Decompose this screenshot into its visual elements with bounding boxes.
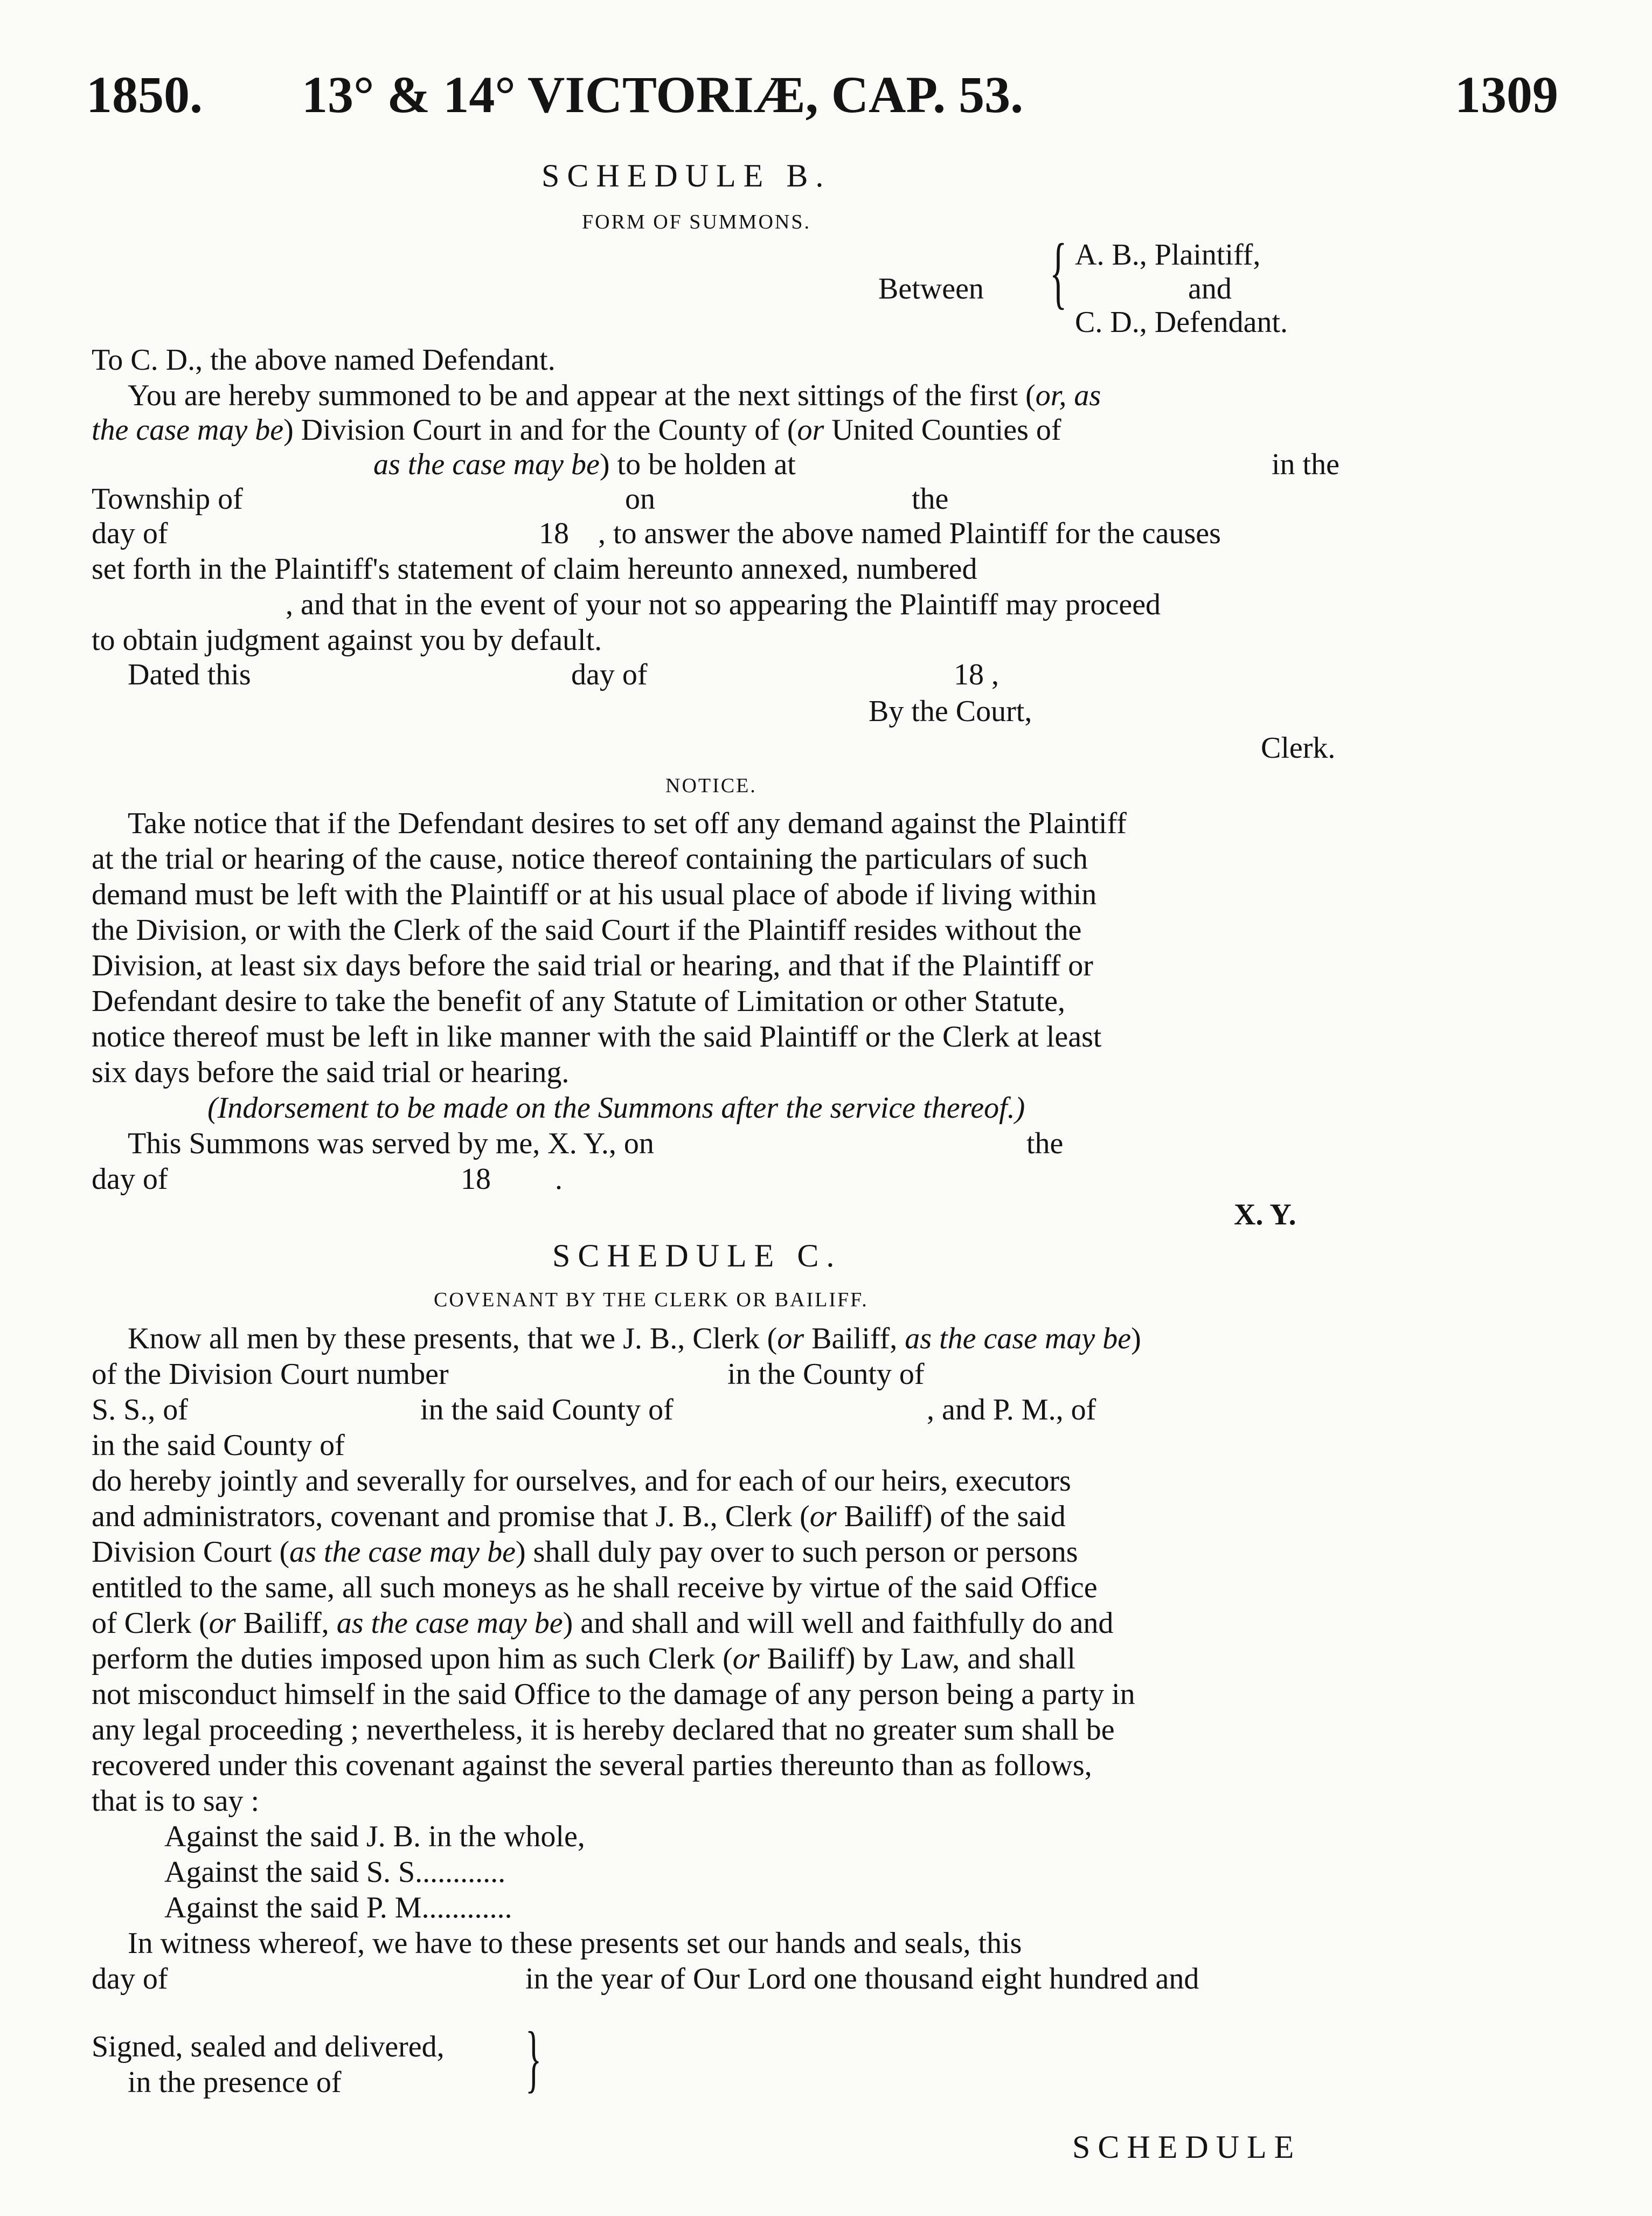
covenant-line-4: in the said County of (92, 1429, 345, 1462)
notice-line: Division, at least six days before the said trial or hearing, and that if the Plaintiff or (92, 949, 1093, 982)
between-label: Between (878, 272, 984, 306)
notice-line: at the trial or hearing of the cause, notice thereof containing the particulars of such (92, 842, 1088, 876)
covenant-line-5: do hereby jointly and severally for ourselves, and for each of our heirs, executors (92, 1464, 1071, 1498)
dated-day-of: day of (571, 658, 648, 691)
schedule-b-heading: SCHEDULE B. (542, 158, 831, 193)
notice-line: demand must be left with the Plaintiff or at his usual place of abode if living within (92, 878, 1097, 911)
covenant-line-13: recovered under this covenant against the several parties thereunto than as follows, (92, 1749, 1092, 1782)
notice-line: six days before the said trial or hearing. (92, 1056, 570, 1089)
covenant-line-8: entitled to the same, all such moneys as he shall receive by virtue of the said Office (92, 1571, 1098, 1604)
served-line: This Summons was served by me, X. Y., on (128, 1127, 654, 1160)
summons-line-2: the case may be) Division Court in and for the County of (or United Counties of (92, 413, 1061, 447)
witness-line: In witness whereof, we have to these presents set our hands and seals, this (128, 1927, 1022, 1960)
on-label: on (625, 482, 655, 516)
header-year: 1850. (86, 66, 203, 123)
notice-line: Defendant desire to take the benefit of any Statute of Limitation or other Statute, (92, 985, 1065, 1018)
summons-line-5: , to answer the above named Plaintiff for the causes (598, 517, 1221, 550)
brace-icon: { (1050, 227, 1067, 317)
summons-line-6: set forth in the Plaintiff's statement of claim hereunto annexed, numbered (92, 552, 977, 586)
catchword: SCHEDULE (1072, 2129, 1302, 2165)
the-label: the (912, 482, 949, 516)
against-pm: Against the said P. M............ (164, 1891, 512, 1924)
served-day-of: day of (92, 1162, 168, 1196)
covenant-line-3c: , and P. M., of (927, 1393, 1096, 1426)
signed-line-1: Signed, sealed and delivered, (92, 2030, 445, 2063)
day-of-label: day of (92, 517, 168, 550)
served-the: the (1026, 1127, 1064, 1160)
schedule-b-subheading: FORM OF SUMMONS. (582, 211, 811, 233)
brace-icon: } (525, 2017, 542, 2100)
notice-line: Take notice that if the Defendant desires to set off any demand against the Plaintiff (128, 807, 1127, 840)
signed-line-2: in the presence of (128, 2066, 342, 2099)
covenant-line-11: not misconduct himself in the said Office to the damage of any person being a party in (92, 1678, 1135, 1711)
notice-line: notice thereof must be left in like manner with the said Plaintiff or the Clerk at least (92, 1020, 1102, 1054)
page-number: 1309 (1455, 66, 1558, 123)
covenant-line-9: of Clerk (or Bailiff, as the case may be) and shall and will well and faithfully do and (92, 1606, 1114, 1640)
covenant-line-2b: in the County of (727, 1358, 925, 1391)
covenant-line-12: any legal proceeding ; nevertheless, it is hereby declared that no greater sum shall be (92, 1713, 1115, 1747)
covenant-line-2a: of the Division Court number (92, 1358, 449, 1391)
dated-18: 18 , (954, 658, 999, 691)
covenant-line-3a: S. S., of (92, 1393, 188, 1426)
witness-day-of: day of (92, 1962, 168, 1996)
addressee: To C. D., the above named Defendant. (92, 343, 556, 377)
covenant-line-7: Division Court (as the case may be) shall duly pay over to such person or persons (92, 1535, 1078, 1569)
summons-line-8: to obtain judgment against you by default. (92, 624, 602, 657)
schedule-c-heading: SCHEDULE C. (552, 1238, 842, 1273)
party-plaintiff: A. B., Plaintiff, (1075, 238, 1261, 272)
schedule-c-subheading: COVENANT BY THE CLERK OR BAILIFF. (434, 1289, 869, 1311)
clerk-signature: Clerk. (1261, 731, 1336, 765)
header-title: 13° & 14° VICTORIÆ, CAP. 53. (302, 66, 1024, 123)
covenant-line-3b: in the said County of (420, 1393, 674, 1426)
summons-line-3-end: in the (1272, 448, 1339, 481)
summons-line-1: You are hereby summoned to be and appear at the next sittings of the first (or, as (128, 379, 1101, 412)
township-label: Township of (92, 482, 243, 516)
served-18: 18 (461, 1162, 491, 1196)
party-defendant: C. D., Defendant. (1075, 306, 1288, 339)
notice-line: the Division, or with the Clerk of the said Court if the Plaintiff resides without the (92, 913, 1082, 947)
year-18: 18 (539, 517, 569, 550)
by-the-court: By the Court, (869, 695, 1032, 728)
summons-line-7: , and that in the event of your not so appearing the Plaintiff may proceed (286, 588, 1161, 621)
against-ss: Against the said S. S............ (164, 1855, 506, 1889)
xy-signature: X. Y. (1234, 1198, 1296, 1231)
served-period: . (555, 1162, 563, 1196)
dated-this: Dated this (128, 658, 251, 691)
party-and: and (1188, 272, 1232, 306)
covenant-line-6: and administrators, covenant and promise that J. B., Clerk (or Bailiff) of the said (92, 1500, 1066, 1533)
summons-line-3: as the case may be) to be holden at (373, 448, 796, 481)
against-jb: Against the said J. B. in the whole, (164, 1820, 585, 1853)
covenant-line-1: Know all men by these presents, that we J. B., Clerk (or Bailiff, as the case may be) (128, 1322, 1141, 1355)
covenant-line-14: that is to say : (92, 1784, 260, 1818)
covenant-line-10: perform the duties imposed upon him as such Clerk (or Bailiff) by Law, and shall (92, 1642, 1075, 1675)
witness-year: in the year of Our Lord one thousand eight hundred and (525, 1962, 1199, 1996)
indorsement-note: (Indorsement to be made on the Summons after the service thereof.) (207, 1091, 1025, 1125)
notice-heading: NOTICE. (665, 774, 757, 797)
